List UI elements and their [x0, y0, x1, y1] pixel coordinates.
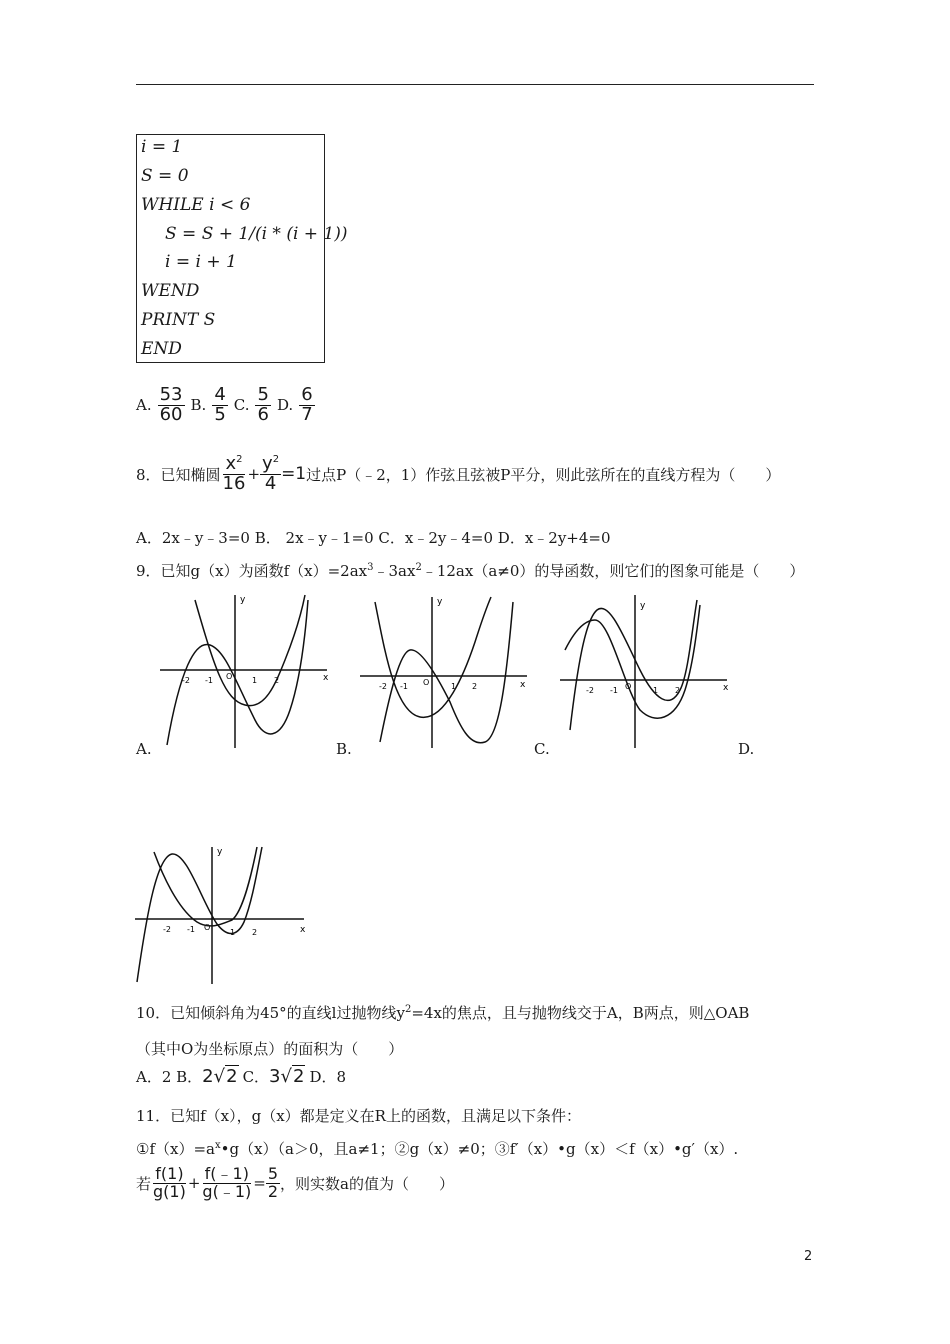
- sqrt-coefficient: 2: [202, 1066, 214, 1087]
- option-b-label: B.: [190, 396, 207, 415]
- ratio-2: [200, 1166, 253, 1201]
- header-rule: [136, 84, 814, 85]
- fraction-denominator: 16: [222, 472, 246, 494]
- x-axis-label: x: [723, 683, 729, 693]
- exponent: 2: [404, 1004, 412, 1015]
- q10-option-d: D．8: [309, 1068, 347, 1086]
- q10-line1-a: 10．已知倾斜角为45°的直线l过抛物线y: [136, 1004, 405, 1022]
- q10-options: [136, 1066, 346, 1087]
- tick-label: 1: [653, 686, 659, 695]
- q11-line2-a: ①f（x）=a: [136, 1140, 215, 1158]
- tick-label: 1: [451, 682, 457, 691]
- q8-stem: [136, 455, 780, 494]
- equals-sign: =: [253, 1174, 266, 1193]
- sqrt-radicand: 2: [292, 1066, 305, 1087]
- option-c-fraction: [255, 386, 270, 425]
- y-axis-label: y: [640, 601, 646, 611]
- ratio-result: [266, 1166, 280, 1201]
- graph-b: [355, 592, 535, 750]
- code-line: i = i + 1: [165, 252, 237, 272]
- curve-g: [380, 602, 513, 743]
- tick-label: 2: [472, 682, 478, 691]
- graph-c-label: C.: [534, 740, 550, 758]
- tick-label: 2: [252, 928, 258, 937]
- curve-g: [195, 595, 305, 706]
- q10-line1: [136, 1002, 749, 1023]
- curve-f: [570, 600, 697, 730]
- option-b-fraction: [212, 386, 227, 425]
- q8-prefix: 8．已知椭圆: [136, 465, 221, 484]
- fraction-numerator: 53: [159, 384, 183, 405]
- sqrt-radicand: 2: [226, 1066, 238, 1087]
- q11-line2-b: •g（x）（a＞0，且a≠1；②g（x）≠0；③f′（x）•g（x）＜f（x）•g′（x）.: [220, 1140, 739, 1158]
- x-axis-label: x: [300, 925, 306, 935]
- exponent: x: [214, 1140, 221, 1151]
- option-a-label: A.: [136, 396, 152, 415]
- tick-label: 1: [252, 676, 258, 685]
- fraction-denominator: g(1): [153, 1181, 186, 1201]
- q11-suffix: ，则实数a的值为（ ）: [280, 1174, 454, 1193]
- q10-line2: （其中O为坐标原点）的面积为（ ）: [136, 1040, 404, 1058]
- option-a-fraction: [158, 386, 185, 425]
- var-x: x: [225, 453, 237, 474]
- exponent: 2: [236, 454, 243, 465]
- q10-option-c: C．: [242, 1068, 270, 1086]
- code-line: S = 0: [141, 166, 189, 186]
- ratio-1: [151, 1166, 188, 1201]
- fraction-denominator: 2: [267, 1181, 279, 1201]
- y-axis-label: y: [217, 847, 223, 857]
- tick-label: -2: [182, 676, 190, 685]
- tick-label: 2: [274, 676, 280, 685]
- sqrt-coefficient: 3: [269, 1066, 281, 1087]
- fraction-numerator: [260, 455, 281, 475]
- ellipse-term-y: [260, 455, 281, 494]
- exponent: 2: [415, 562, 422, 573]
- origin-label: O: [204, 923, 211, 932]
- page-number: 2: [804, 1249, 813, 1264]
- curve-f: [375, 597, 491, 717]
- curve-f: [137, 847, 262, 982]
- fraction-denominator: 4: [264, 472, 277, 494]
- exponent: 2: [272, 454, 280, 465]
- q11-line3: [136, 1166, 454, 1201]
- x-axis-label: x: [323, 673, 329, 683]
- fraction-numerator: 6: [301, 384, 313, 405]
- q11-ruo: 若: [136, 1174, 152, 1193]
- tick-label: -2: [379, 682, 387, 691]
- option-d-fraction: [299, 386, 314, 425]
- q7-options: [136, 386, 315, 425]
- q9-stem-c: ﹣12ax（a≠0）的导函数，则它们的图象可能是（ ）: [421, 562, 805, 580]
- graph-a-label: A.: [136, 740, 152, 758]
- origin-label: O: [226, 672, 233, 681]
- ellipse-term-x: [221, 455, 248, 494]
- curve-g: [565, 605, 700, 718]
- code-line: END: [141, 339, 182, 359]
- q10-line1-b: =4x的焦点，且与抛物线交于A，B两点，则△OAB: [411, 1004, 750, 1022]
- graph-c: [555, 590, 735, 750]
- option-c-label: C.: [233, 396, 250, 415]
- tick-label: -2: [586, 686, 594, 695]
- curve-g: [154, 847, 257, 926]
- tick-label: -2: [163, 925, 171, 934]
- origin-label: O: [423, 678, 430, 687]
- code-line: i = 1: [141, 137, 183, 157]
- exponent: 3: [367, 562, 374, 573]
- q10-option-a: A．2 B．: [136, 1068, 203, 1086]
- tick-label: 1: [230, 928, 236, 937]
- q11-line1: 11．已知f（x），g（x）都是定义在R上的函数，且满足以下条件：: [136, 1107, 581, 1125]
- option-d-label: D.: [276, 396, 294, 415]
- x-axis-label: x: [520, 680, 526, 690]
- q11-line2: [136, 1138, 738, 1159]
- y-axis-label: y: [437, 597, 443, 607]
- fraction-numerator: f(1): [155, 1164, 184, 1183]
- fraction-numerator: 5: [257, 384, 269, 405]
- graph-d-label: D.: [738, 740, 755, 758]
- q9-stem-b: ﹣3ax: [373, 562, 416, 580]
- code-line: WHILE i < 6: [141, 195, 251, 215]
- fraction-numerator: f(﹣1): [204, 1164, 249, 1183]
- code-line: WEND: [141, 281, 200, 301]
- code-line: S = S + 1/(i * (i + 1)): [165, 224, 348, 244]
- fraction-denominator: g(﹣1): [202, 1181, 252, 1201]
- tick-label: -1: [205, 676, 213, 685]
- fraction-denominator: 5: [214, 403, 226, 425]
- tick-label: -1: [187, 925, 195, 934]
- q9-stem-a: 9．已知g（x）为函数f（x）=2ax: [136, 562, 368, 580]
- fraction-numerator: 5: [267, 1164, 279, 1183]
- tick-label: -1: [400, 682, 408, 691]
- tick-label: 2: [675, 686, 681, 695]
- fraction-numerator: [223, 455, 244, 475]
- y-axis-label: y: [240, 595, 246, 605]
- code-line: PRINT S: [141, 310, 216, 330]
- q8-suffix: 过点P（﹣2，1）作弦且弦被P平分，则此弦所在的直线方程为（ ）: [306, 465, 781, 484]
- fraction-denominator: 6: [257, 403, 269, 425]
- option-c-sqrt: 3√2: [269, 1066, 305, 1087]
- option-b-sqrt: 2√2: [202, 1066, 238, 1087]
- plus-sign: +: [247, 465, 261, 484]
- curve-f: [167, 600, 308, 745]
- fraction-denominator: 7: [301, 403, 313, 425]
- graph-a: [155, 590, 340, 750]
- q9-stem: [136, 560, 804, 581]
- origin-label: O: [625, 682, 632, 691]
- q8-options: A．2x﹣y﹣3=0 B． 2x﹣y﹣1=0 C．x﹣2y﹣4=0 D．x﹣2y+4=0: [136, 529, 611, 547]
- equals-one: =1: [281, 464, 307, 485]
- tick-label: -1: [610, 686, 618, 695]
- fraction-denominator: 60: [159, 403, 183, 425]
- graph-d: [132, 842, 312, 987]
- fraction-numerator: 4: [214, 384, 226, 405]
- var-y: y: [262, 453, 273, 474]
- plus-sign: +: [187, 1174, 201, 1193]
- graph-b-label: B.: [336, 740, 352, 758]
